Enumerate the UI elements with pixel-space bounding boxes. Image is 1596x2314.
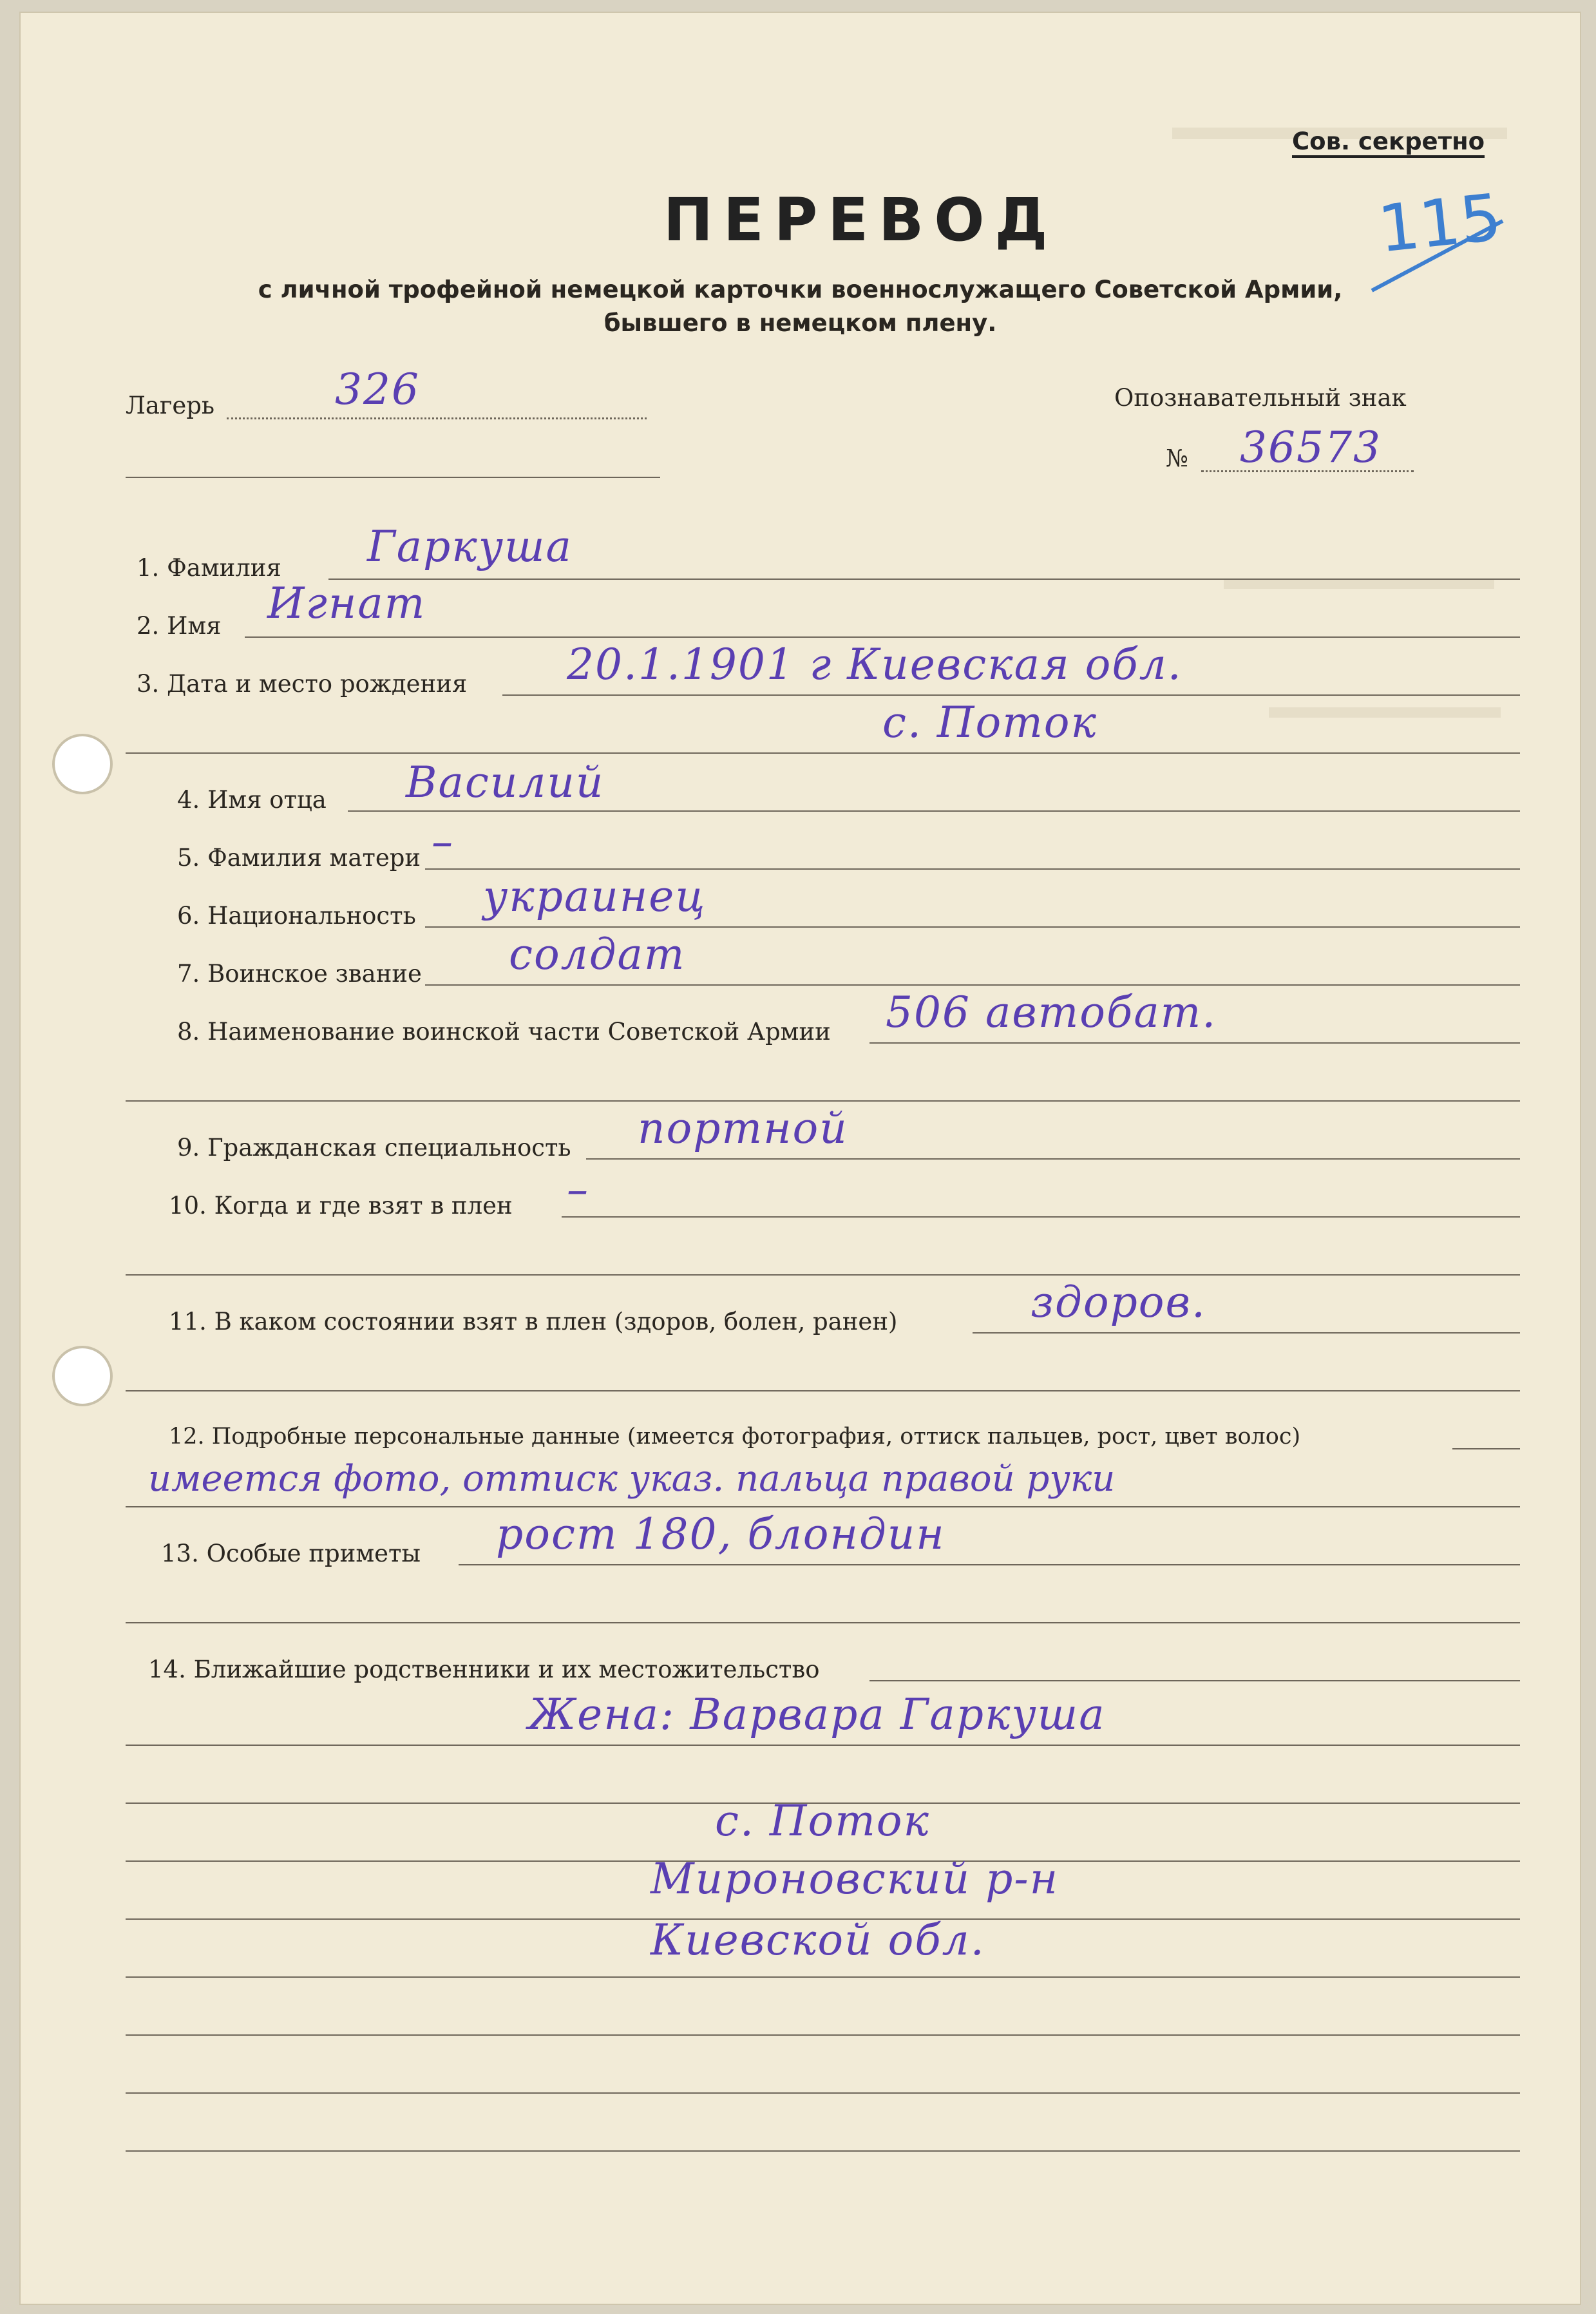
document-page [19, 12, 1581, 2305]
field-11-line [973, 1332, 1520, 1334]
field-13-line [459, 1564, 1520, 1565]
field-6-line [425, 926, 1520, 928]
field-7-line [425, 984, 1520, 986]
field-14-line-7 [126, 2034, 1520, 2036]
id-mark-number-prefix: № [1166, 445, 1189, 472]
field-14-line-6 [126, 1976, 1520, 1978]
camp-line [227, 417, 647, 419]
field-7-value: солдат [509, 930, 686, 979]
field-14-line-9 [126, 2150, 1520, 2152]
field-1-value: Гаркуша [367, 522, 573, 571]
field-12-line-2 [126, 1506, 1520, 1507]
punch-hole-bottom [55, 1348, 110, 1404]
field-14-line-2 [126, 1745, 1520, 1746]
field-5-label: 5. Фамилия матери [177, 844, 421, 872]
field-12-label: 12. Подробные персональные данные (имеется фотография, оттиск пальцев, рост, цвет волос) [169, 1424, 1301, 1449]
field-4-label: 4. Имя отца [177, 786, 327, 814]
field-9-value: портной [638, 1104, 848, 1153]
document-title: ПЕРЕВОД [663, 186, 1058, 254]
field-14-value-2: с. Поток [715, 1796, 930, 1846]
field-8-value: 506 автобат. [886, 988, 1217, 1037]
field-12-value: имеется фото, оттиск указ. пальца правой руки [148, 1458, 1116, 1500]
field-13-label: 13. Особые приметы [161, 1540, 421, 1567]
field-9-label: 9. Гражданская специальность [177, 1134, 571, 1162]
field-11-line-2 [126, 1390, 1520, 1391]
field-2-line [245, 636, 1520, 638]
id-mark-label: Опознавательный знак [1114, 384, 1407, 412]
field-8-line-2 [126, 1100, 1520, 1102]
classification-label: Сов. секретно [1292, 128, 1485, 158]
field-8-label: 8. Наименование воинской части Советской Армии [177, 1018, 831, 1046]
field-4-value: Василий [406, 758, 605, 807]
field-11-value: здоров. [1031, 1277, 1206, 1327]
camp-label: Лагерь [126, 392, 215, 419]
field-13-line-2 [126, 1622, 1520, 1623]
field-5-line [425, 868, 1520, 870]
field-10-line-2 [126, 1274, 1520, 1276]
document-subtitle-line1: с личной трофейной немецкой карточки военнослужащего Советской Армии, [258, 276, 1343, 303]
field-4-line [348, 810, 1520, 812]
field-14-line-8 [126, 2092, 1520, 2094]
field-10-label: 10. Когда и где взят в плен [169, 1192, 513, 1219]
field-9-line [586, 1158, 1520, 1160]
camp-value: 326 [335, 365, 420, 414]
field-3-line [502, 694, 1520, 696]
bleed-through [1269, 707, 1501, 718]
field-14-value-1: Жена: Варвара Гаркуша [528, 1690, 1106, 1739]
field-14-line [869, 1680, 1520, 1681]
field-8-line [869, 1042, 1520, 1044]
field-1-line [328, 578, 1520, 580]
field-14-label: 14. Ближайшие родственники и их местожительство [148, 1656, 820, 1683]
id-mark-value: 36573 [1240, 423, 1382, 472]
bleed-through [1224, 578, 1494, 589]
field-10-value: – [567, 1165, 589, 1214]
field-14-value-3: Мироновский р-н [651, 1854, 1059, 1904]
field-14-value-4: Киевской обл. [651, 1915, 985, 1965]
document-subtitle-line2: бывшего в немецком плену. [603, 309, 997, 337]
field-3-value-2: с. Поток [882, 698, 1097, 747]
field-11-label: 11. В каком состоянии взят в плен (здоров, болен, ранен) [169, 1308, 898, 1335]
field-2-label: 2. Имя [137, 612, 222, 640]
pencil-annotation: 115 [1374, 179, 1505, 267]
field-12-line-end [1452, 1448, 1520, 1449]
field-1-label: 1. Фамилия [137, 554, 281, 582]
field-10-line [562, 1216, 1520, 1218]
field-3-value: 20.1.1901 г Киевская обл. [567, 640, 1183, 689]
field-3-line-2 [126, 752, 1520, 754]
camp-line-2 [126, 477, 660, 478]
field-6-label: 6. Национальность [177, 902, 416, 930]
field-6-value: украинец [483, 872, 707, 921]
field-13-value: рост 180, блондин [496, 1509, 945, 1559]
field-2-value: Игнат [267, 578, 426, 628]
punch-hole-top [55, 736, 110, 792]
field-3-label: 3. Дата и место рождения [137, 670, 468, 698]
field-7-label: 7. Воинское звание [177, 960, 422, 988]
field-5-value: – [432, 817, 454, 866]
